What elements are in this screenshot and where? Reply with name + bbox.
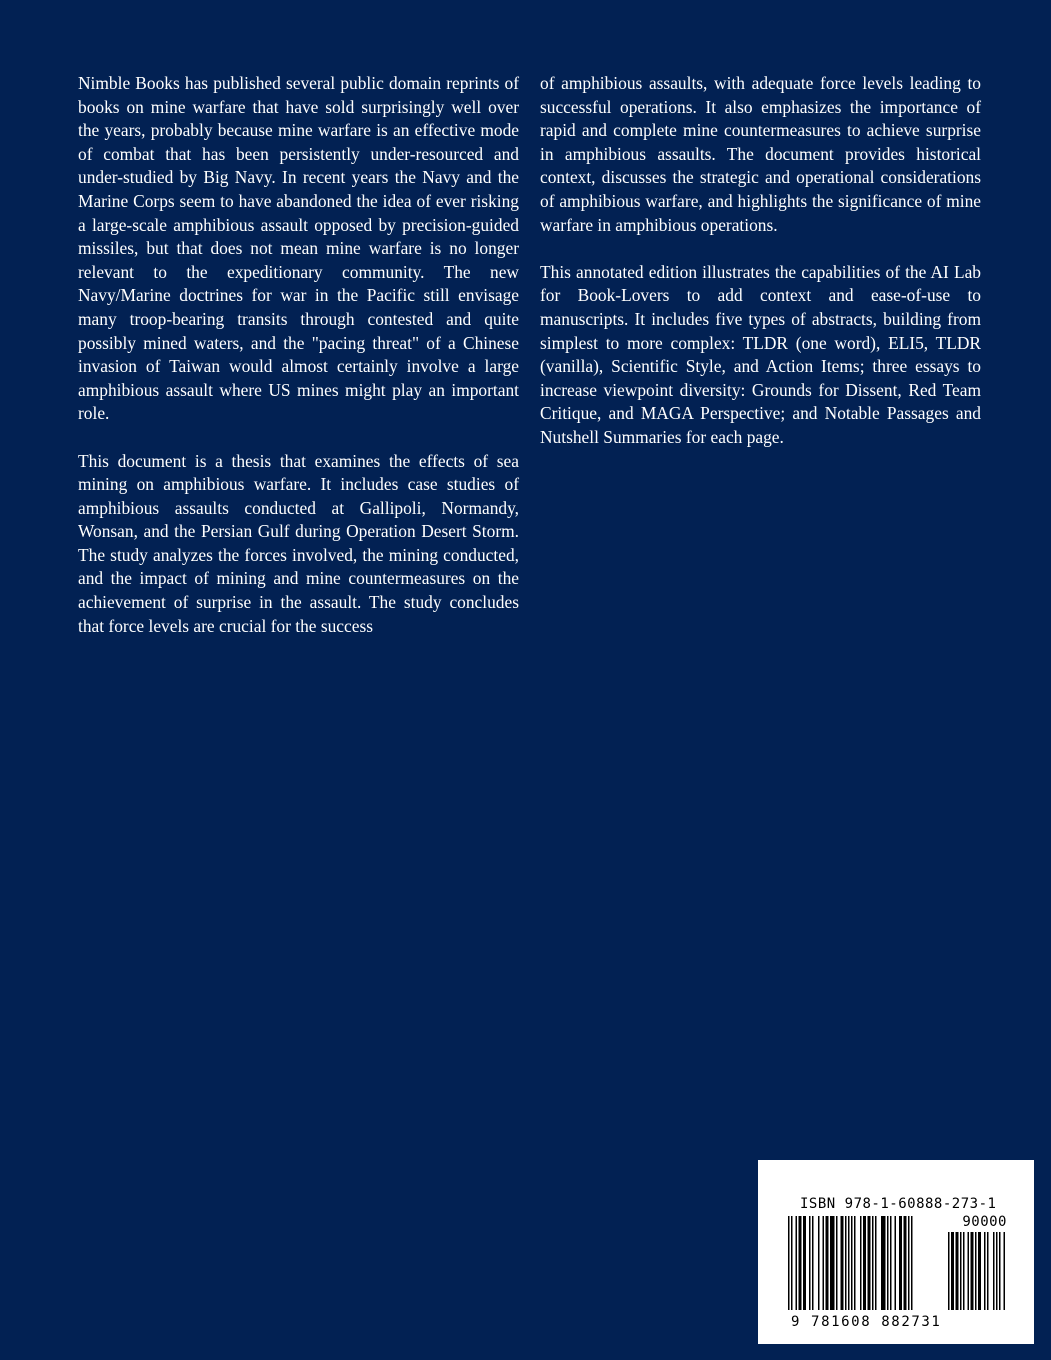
barcode-bar [968,1232,970,1310]
barcode-bar [868,1216,871,1310]
barcode-bar [904,1216,907,1310]
thesis-paragraph: This document is a thesis that examines the effects of sea mining on amphibious warfare. It includes case studies of amphibious assaults conducted at Gallipoli, Normandy, Wonsan, and the Persian Gulf during Operation Desert Storm. The study analyzes the forces involved, the mining conducted, and the impact of mining and mine countermeasures on the achievement of surprise in the assault. The study concludes that force levels are crucial for the success [78,450,519,636]
barcode-bar [999,1232,1001,1310]
barcode-bar [823,1216,825,1310]
barcode-bar [809,1216,811,1310]
barcode-bar [872,1216,874,1310]
barcode-bar [812,1216,814,1310]
barcode-bar [881,1216,886,1310]
barcode-bar [984,1232,986,1310]
barcode-bar [845,1216,847,1310]
barcode-bar [863,1216,866,1310]
barcode-bar [993,1232,995,1310]
barcode-bar [875,1216,877,1310]
barcode-bar [899,1216,902,1310]
barcode-bar [848,1216,850,1310]
barcode-bar [908,1216,910,1310]
barcode-bar [996,1232,998,1310]
barcode-bar [830,1216,835,1310]
barcode-digits: 9 781608 882731 [791,1314,942,1330]
barcode-bar [895,1216,897,1310]
barcode-bar [788,1216,790,1310]
description-right-column [540,72,981,473]
barcode-bar [956,1232,959,1310]
barcode-bar [791,1216,793,1310]
barcode-bar [975,1232,977,1310]
barcode-bar [818,1216,820,1310]
isbn-label: ISBN 978-1-60888-273-1 [800,1196,997,1212]
barcode-bar [860,1216,862,1310]
annotated-edition-paragraph: This annotated edition illustrates the capabilities of the AI Lab for Book-Lovers to add context and ease-of-use to manuscripts. It includes five types of abstracts, building from simplest to more complex: TLDR (one word), ELI5, TLDR (vanilla), Scientific Style, and Action Items; three essays to increase viewpoint diversity: Grounds for Dissent, Red Team Critique, and MAGA Perspective; and Notable Passages and Nutshell Summaries for each page. [540,261,981,447]
barcode-bar [951,1232,954,1310]
thesis-continuation-paragraph: of amphibious assaults, with adequate force levels leading to successful operations. It also emphasizes the importance of rapid and complete mine countermeasures to achieve surprise in amphibious assaults. The document provides historical context, discusses the strategic and operational considerations of amphibious warfare, and highlights the significance of mine warfare in amphibious operations. [540,73,981,235]
barcode-bar [803,1216,806,1310]
barcode-bar [887,1216,889,1310]
intro-paragraph: Nimble Books has published several public domain reprints of books on mine warfare that have sold surprisingly well over the years, probably because mine warfare is an effective mode of combat that has been persistently under-resourced and under-studied by Big Navy. In recent years the Navy and the Marine Corps seem to have abandoned the idea of ever risking a large-scale amphibious assault opposed by precision-guided missiles, but that does not mean mine warfare is no longer relevant to the expeditionary community. The new Navy/Marine doctrines for war in the Pacific still envisage many troop-bearing transits through contested and quite possibly mined waters, and the "pacing threat" of a Chinese invasion of Taiwan would almost certainly involve a large amphibious assault where US mines might play an important role. [78,73,519,424]
barcode-bar [890,1216,892,1310]
barcode-bar [948,1232,950,1310]
barcode-bar [841,1216,844,1310]
isbn-barcode [758,1160,1034,1344]
barcode-bar [963,1232,965,1310]
price-code: 90000 [962,1214,1007,1230]
barcode-bar [796,1216,798,1310]
barcode-bar [826,1216,829,1310]
barcode-bar [1004,1232,1006,1310]
ean-barcode-bars [788,1216,944,1314]
barcode-bar [799,1216,802,1310]
addon-barcode-bars [948,1232,1006,1312]
barcode-bar [854,1216,856,1310]
barcode-bar [836,1216,838,1310]
barcode-bar [960,1232,962,1310]
barcode-bar [851,1216,853,1310]
description-left-column [78,72,519,662]
barcode-bar [911,1216,913,1310]
barcode-bar [971,1232,974,1310]
barcode-bar [978,1232,981,1310]
barcode-bar [987,1232,989,1310]
